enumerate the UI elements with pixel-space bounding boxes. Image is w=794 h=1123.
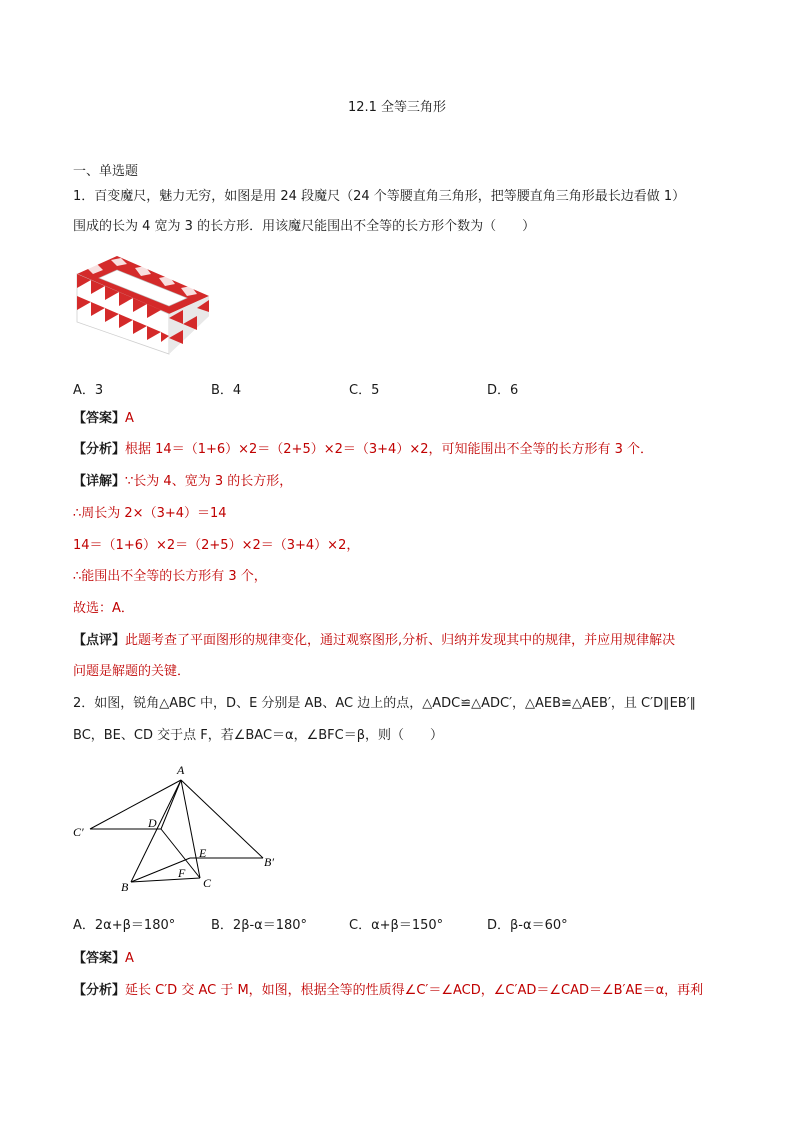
q1-option-b[interactable]: B．4 (211, 383, 242, 398)
answer-value: A (125, 951, 134, 966)
q1-comment (73, 632, 733, 650)
q2-option-c[interactable]: C．α+β＝150° (349, 918, 444, 933)
q2-stem-line1: 2．如图，锐角△ABC 中，D、E 分别是 AB、AC 边上的点，△ADC≌△ADC′，△AEB≌△AEB′，且 C′D∥EB′∥ (73, 696, 697, 711)
magic-ruler-rectangle-image (73, 252, 213, 362)
q1-stem-line1: 1．百变魔尺，魅力无穷，如图是用 24 段魔尺（24 个等腰直角三角形，把等腰直角三角形最长边看做 1） (73, 189, 686, 204)
analysis-tag: 【分析】 (73, 442, 126, 457)
q1-answer (73, 410, 733, 428)
q1-option-d[interactable]: D．6 (487, 383, 519, 398)
triangle-figure (73, 760, 293, 895)
label-c: C (203, 876, 212, 890)
answer-tag: 【答案】 (73, 411, 126, 426)
q2-answer (73, 950, 733, 968)
q1-step1: ∴周长为 2×（3+4）＝14 (73, 506, 227, 521)
answer-value: A (125, 411, 134, 426)
label-d: D (148, 816, 157, 830)
label-e: E (199, 846, 207, 860)
q1-comment-line2: 问题是解题的关键． (73, 664, 191, 679)
q1-analysis (73, 441, 733, 459)
q1-choose: 故选：A． (73, 601, 134, 616)
analysis-text: 延长 C′D 交 AC 于 M，如图，根据全等的性质得∠C′＝∠ACD，∠C′AD＝∠CAD＝∠B′AE＝α，再利 (125, 983, 704, 998)
analysis-text: 根据 14＝（1+6）×2＝（2+5）×2＝（3+4）×2，可知能围出不全等的长方形有 3 个． (125, 442, 654, 457)
comment-text-1: 此题考查了平面图形的规律变化，通过观察图形,分析、归纳并发现其中的规律，并应用规律解决 (125, 633, 676, 648)
label-b-prime: B′ (264, 855, 274, 869)
answer-tag: 【答案】 (73, 951, 126, 966)
comment-tag: 【点评】 (73, 633, 126, 648)
q1-stem-line2: 围成的长为 4 宽为 3 的长方形．用该魔尺能围出不全等的长方形个数为（ ） (73, 219, 536, 234)
q1-step3: ∴能围出不全等的长方形有 3 个， (73, 569, 267, 584)
detail-text: ∵长为 4、宽为 3 的长方形， (125, 474, 293, 489)
label-c-prime: C′ (73, 825, 84, 839)
q1-option-c[interactable]: C．5 (349, 383, 380, 398)
q2-analysis (73, 982, 733, 1000)
q2-option-d[interactable]: D．β-α＝60° (487, 918, 568, 933)
page-title: 12.1 全等三角形 (347, 100, 447, 115)
analysis-tag: 【分析】 (73, 983, 126, 998)
section-heading: 一、单选题 (73, 164, 139, 179)
q2-stem-line2: BC，BE、CD 交于点 F，若∠BAC＝α，∠BFC＝β，则（ ） (73, 728, 444, 743)
detail-tag: 【详解】 (73, 474, 126, 489)
q1-detail (73, 473, 733, 491)
q1-step2: 14＝（1+6）×2＝（2+5）×2＝（3+4）×2， (73, 538, 360, 553)
label-a: A (177, 763, 185, 777)
q2-option-b[interactable]: B．2β-α＝180° (211, 918, 308, 933)
label-b: B (121, 880, 129, 894)
q2-option-a[interactable]: A．2α+β＝180° (73, 918, 176, 933)
q1-option-a[interactable]: A．3 (73, 383, 104, 398)
label-f: F (178, 866, 186, 880)
